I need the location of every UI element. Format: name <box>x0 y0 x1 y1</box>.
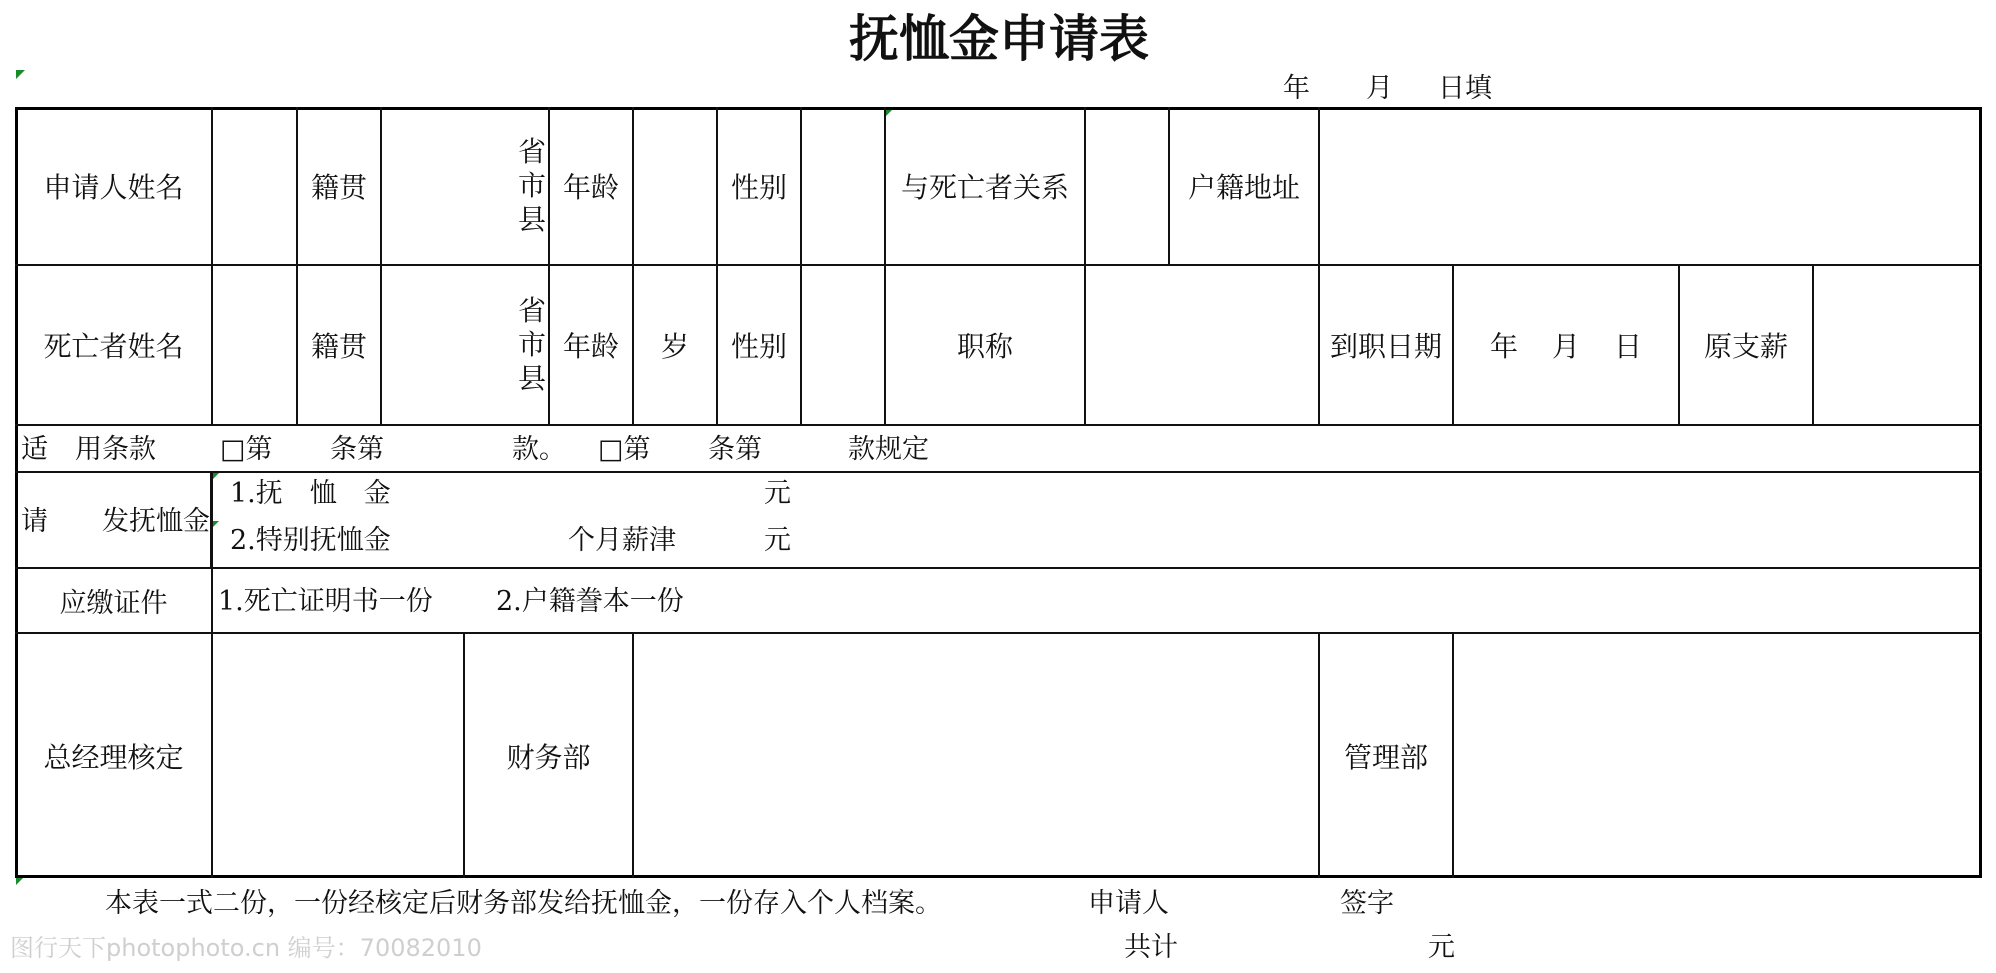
required-doc-1: 1.死亡证明书一份 <box>218 586 433 617</box>
deceased-name-label: 死亡者姓名 <box>43 330 184 363</box>
finance-dept-label: 财务部 <box>506 740 591 774</box>
pension-item2: 2.特别抚恤金 <box>230 525 391 556</box>
applicant-name-label: 申请人姓名 <box>43 171 184 204</box>
row-divider <box>15 632 1982 634</box>
date-year: 年 <box>1283 73 1310 104</box>
clause-a-mid: 条第 <box>330 434 384 465</box>
province-label: 省 <box>517 294 546 327</box>
gender-label: 性别 <box>730 171 787 204</box>
form-title: 抚恤金申请表 <box>849 10 1149 68</box>
pension-item2-unit: 元 <box>764 525 791 556</box>
province-label: 省 <box>517 135 546 168</box>
clause-b-mid: 条第 <box>708 434 762 465</box>
admin-dept-label: 管理部 <box>1343 740 1428 774</box>
gm-approval-label: 总经理核定 <box>43 740 184 774</box>
signature-label: 签字 <box>1340 888 1394 919</box>
pension-request-label: 请 发抚恤金 <box>21 506 210 537</box>
job-title-label: 职称 <box>956 330 1013 363</box>
date-day: 日填 <box>1438 73 1492 104</box>
cell-marker-icon <box>16 70 25 79</box>
date-month-label: 月 <box>1551 330 1580 363</box>
pension-item1-unit: 元 <box>764 478 791 509</box>
required-doc-2: 2.户籍誊本一份 <box>496 586 684 617</box>
total-label: 共计 <box>1124 932 1178 963</box>
age-label: 年龄 <box>562 171 619 204</box>
hire-date-label: 到职日期 <box>1329 330 1442 363</box>
age-unit-label: 岁 <box>660 330 689 363</box>
clause-a-checkbox[interactable]: □第 <box>220 434 273 465</box>
native-place-label: 籍贯 <box>310 330 367 363</box>
watermark-text: 图行天下photophoto.cn 编号：70082010 <box>10 934 482 962</box>
pension-item1: 1.抚 恤 金 <box>230 478 391 509</box>
pension-item2-months: 个月薪津 <box>568 525 676 556</box>
date-month: 月 <box>1366 73 1393 104</box>
native-place-label: 籍贯 <box>310 171 367 204</box>
clause-b-checkbox[interactable]: □第 <box>598 434 651 465</box>
province-city-county-label <box>516 107 548 265</box>
applicable-clause-label: 适 用条款 <box>21 434 156 465</box>
hire-date-value <box>1452 265 1680 425</box>
col-divider <box>210 472 213 568</box>
total-unit-label: 元 <box>1428 932 1455 963</box>
row-divider <box>15 471 1982 473</box>
clause-b-end: 款规定 <box>848 434 929 465</box>
county-label: 县 <box>517 203 546 236</box>
county-label: 县 <box>517 362 546 395</box>
footer-note: 本表一式二份，一份经核定后财务部发给抚恤金，一份存入个人档案。 <box>105 888 942 919</box>
date-day-label: 日 <box>1614 330 1643 363</box>
original-salary-label: 原支薪 <box>1703 330 1788 363</box>
city-label: 市 <box>517 328 546 361</box>
city-label: 市 <box>517 169 546 202</box>
row-divider <box>15 567 1982 569</box>
province-city-county-label <box>516 265 548 425</box>
clause-a-end: 款。 <box>512 434 566 465</box>
date-year-label: 年 <box>1489 330 1518 363</box>
household-address-label: 户籍地址 <box>1187 171 1300 204</box>
relation-label: 与死亡者关系 <box>900 171 1069 204</box>
gender-label: 性别 <box>730 330 787 363</box>
applicant-signature-label: 申请人 <box>1088 888 1169 919</box>
age-label: 年龄 <box>562 330 619 363</box>
required-documents-label: 应缴证件 <box>59 588 168 619</box>
